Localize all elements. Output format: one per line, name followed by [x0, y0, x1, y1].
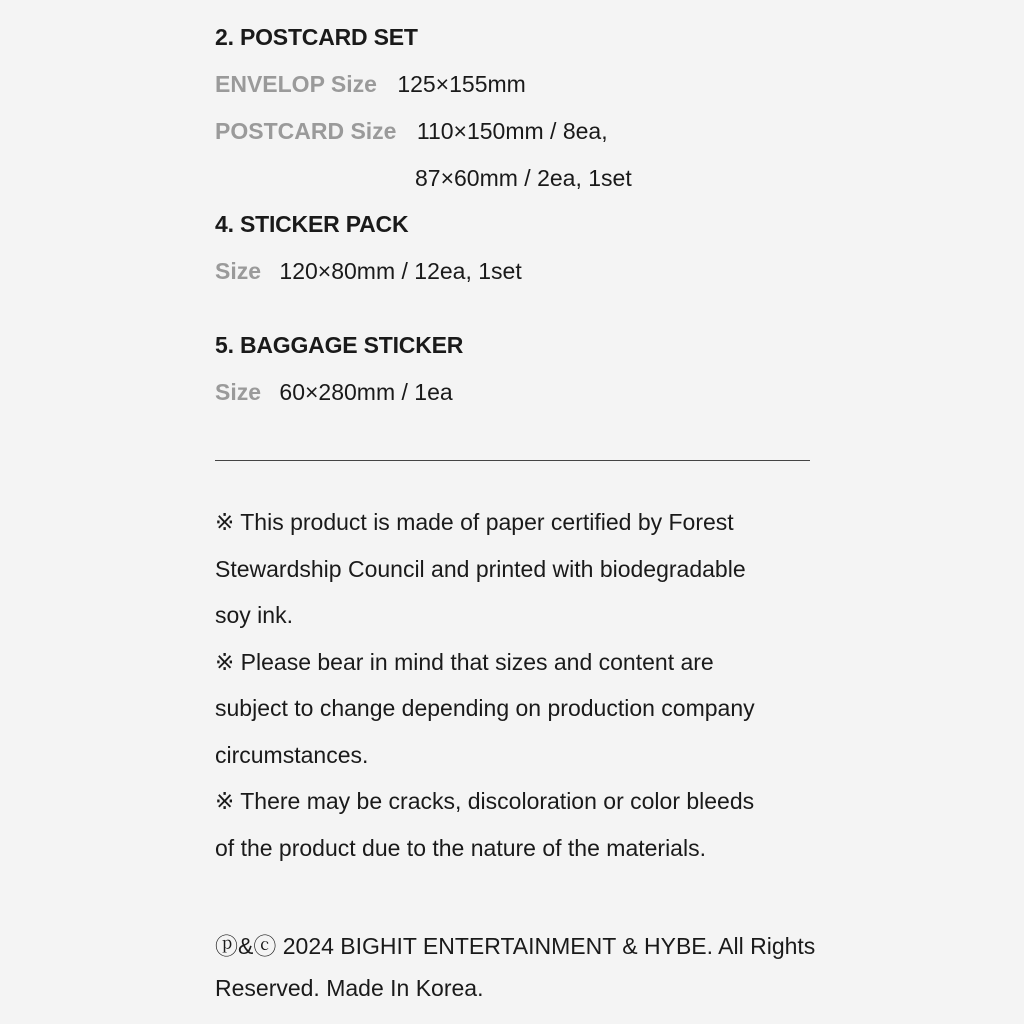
sticker-pack-size-value: 120×80mm / 12ea, 1set — [279, 258, 522, 284]
postcard-size-value-2: 87×60mm / 2ea, 1set — [415, 165, 632, 191]
baggage-sticker-size-value: 60×280mm / 1ea — [279, 379, 453, 405]
postcard-size-row-2 — [415, 165, 632, 192]
sticker-pack-title: 4. STICKER PACK — [215, 211, 409, 237]
note-line: ※ There may be cracks, discoloration or color bleeds — [215, 788, 755, 814]
note-line: subject to change depending on production company — [215, 695, 755, 721]
envelop-size-value: 125×155mm — [397, 71, 526, 97]
baggage-sticker-size-row — [215, 379, 453, 406]
envelop-size-row — [215, 71, 526, 98]
postcard-size-row — [215, 118, 608, 145]
baggage-sticker-title: 5. BAGGAGE STICKER — [215, 332, 464, 358]
postcard-size-value-1: 110×150mm / 8ea, — [416, 118, 608, 144]
note-line: soy ink. — [215, 602, 293, 628]
sticker-pack-size-row — [215, 258, 522, 285]
envelop-size-label: ENVELOP Size — [215, 71, 377, 97]
copyright-line: ⓟ&ⓒ 2024 BIGHIT ENTERTAINMENT & HYBE. All Rights — [215, 933, 816, 959]
copyright-line: Reserved. Made In Korea. — [215, 975, 484, 1001]
note-line: ※ Please bear in mind that sizes and content are — [215, 649, 714, 675]
section-divider — [215, 460, 810, 461]
sticker-pack-size-label: Size — [215, 258, 262, 284]
postcard-size-label: POSTCARD Size — [215, 118, 397, 144]
baggage-sticker-size-label: Size — [215, 379, 262, 405]
note-line: circumstances. — [215, 742, 369, 768]
note-line: of the product due to the nature of the materials. — [215, 835, 706, 861]
note-line: ※ This product is made of paper certified by Forest — [215, 509, 734, 535]
postcard-set-title: 2. POSTCARD SET — [215, 24, 418, 50]
note-line: Stewardship Council and printed with biodegradable — [215, 556, 746, 582]
